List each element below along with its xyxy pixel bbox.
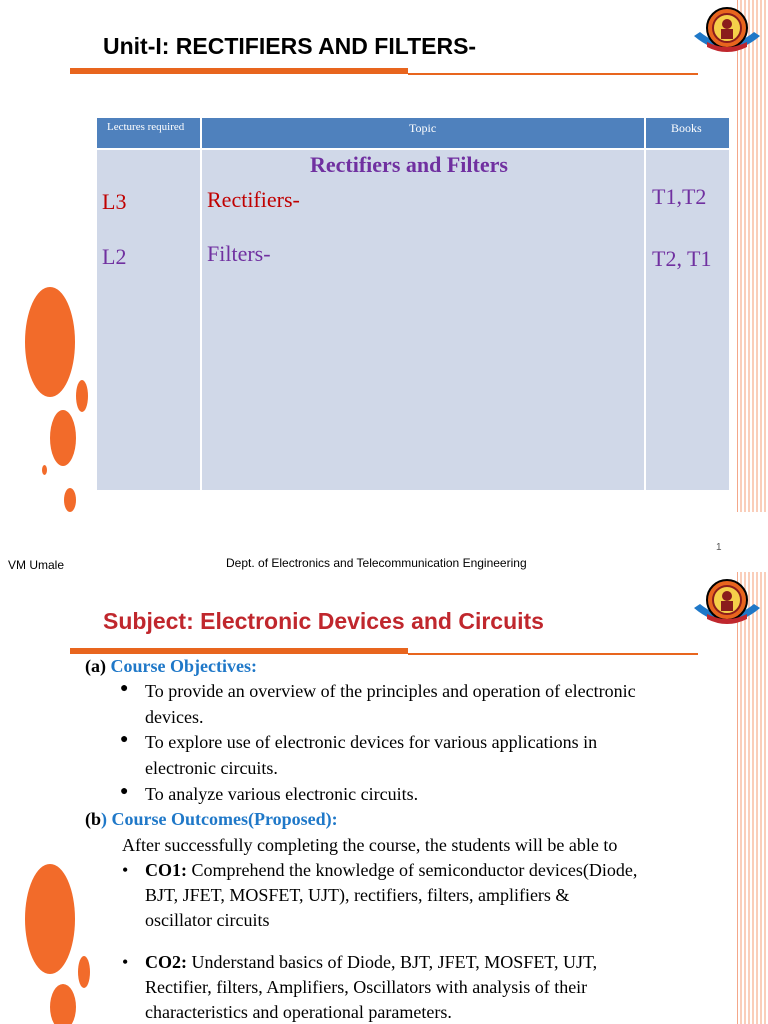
co2-line <box>145 950 597 975</box>
slide-2 <box>0 572 768 1024</box>
row-lectures: L2 <box>102 244 127 269</box>
decor-bubble <box>25 864 75 974</box>
objectives-title: Course Objectives: <box>110 656 257 676</box>
column-divider <box>644 118 646 490</box>
slide-title: Unit-I: RECTIFIERS AND FILTERS- <box>103 33 477 59</box>
header-books: Books <box>671 121 702 135</box>
row-books: T1,T2 <box>652 184 707 209</box>
outcomes-intro: After successfully completing the course, the students will be able to <box>122 835 618 855</box>
decor-bubble <box>76 380 88 412</box>
outcomes-heading <box>85 807 338 832</box>
slide-title: Subject: Electronic Devices and Circuits <box>103 608 544 634</box>
college-emblem-icon <box>690 574 764 634</box>
bullet-dot-icon: ● <box>120 681 129 696</box>
bullet-dot-icon: ● <box>120 784 129 799</box>
table-header <box>97 118 729 148</box>
objectives-marker: (a) <box>85 656 106 676</box>
co2-label: CO2: <box>145 952 187 972</box>
co1-text-cont: BJT, JFET, MOSFET, UJT), rectifiers, filters, amplifiers & <box>145 885 570 905</box>
objective-item: To analyze various electronic circuits. <box>145 784 419 804</box>
bullet-dot-icon: • <box>122 860 129 880</box>
lecture-table <box>97 118 729 490</box>
footer-author: VM Umale <box>8 558 65 572</box>
page-number: 1 <box>716 542 722 553</box>
objective-item-cont: devices. <box>145 707 204 727</box>
co1-text-cont: oscillator circuits <box>145 910 270 930</box>
college-emblem-icon <box>690 2 764 62</box>
row-topic: Filters- <box>207 241 271 266</box>
header-lectures: Lectures required <box>107 121 185 133</box>
right-decor-line <box>737 0 738 512</box>
objective-item-cont: electronic circuits. <box>145 758 278 778</box>
co1-line <box>145 858 637 883</box>
co2-text-cont: characteristics and operational parameters. <box>145 1002 452 1022</box>
column-divider <box>200 118 202 490</box>
bullet-dot-icon: • <box>122 952 129 972</box>
section-title: Rectifiers and Filters <box>310 152 508 177</box>
outcomes-marker: (b <box>85 809 102 829</box>
right-decor-line <box>737 572 738 1024</box>
title-rule-thin <box>408 73 698 75</box>
co1-label: CO1: <box>145 860 187 880</box>
outcomes-title: ) Course Outcomes(Proposed): <box>101 809 338 829</box>
decor-bubble <box>50 410 76 466</box>
co2-text: Understand basics of Diode, BJT, JFET, MOSFET, UJT, <box>191 952 598 972</box>
bullet-dot-icon: ● <box>120 732 129 747</box>
right-decor-band <box>738 0 768 512</box>
title-rule <box>70 68 408 74</box>
decor-bubble <box>50 984 76 1024</box>
decor-bubble <box>42 465 47 475</box>
objectives-heading <box>85 654 257 679</box>
table-body <box>97 150 729 490</box>
objective-item: To explore use of electronic devices for various applications in <box>145 732 598 752</box>
right-decor-band <box>738 572 768 1024</box>
row-topic: Rectifiers- <box>207 187 300 212</box>
row-lectures: L3 <box>102 189 127 214</box>
row-books: T2, T1 <box>652 246 712 271</box>
header-topic: Topic <box>409 121 437 135</box>
decor-bubble <box>64 488 76 512</box>
co1-text: Comprehend the knowledge of semiconductor devices(Diode, <box>191 860 638 880</box>
footer-dept: Dept. of Electronics and Telecommunication Engineering <box>226 556 527 570</box>
objective-item: To provide an overview of the principles and operation of electronic <box>145 681 636 701</box>
title-rule-thin <box>408 653 698 655</box>
co2-text-cont: Rectifier, filters, Amplifiers, Oscillators with analysis of their <box>145 977 588 997</box>
decor-bubble <box>25 287 75 397</box>
decor-bubble <box>78 956 90 988</box>
